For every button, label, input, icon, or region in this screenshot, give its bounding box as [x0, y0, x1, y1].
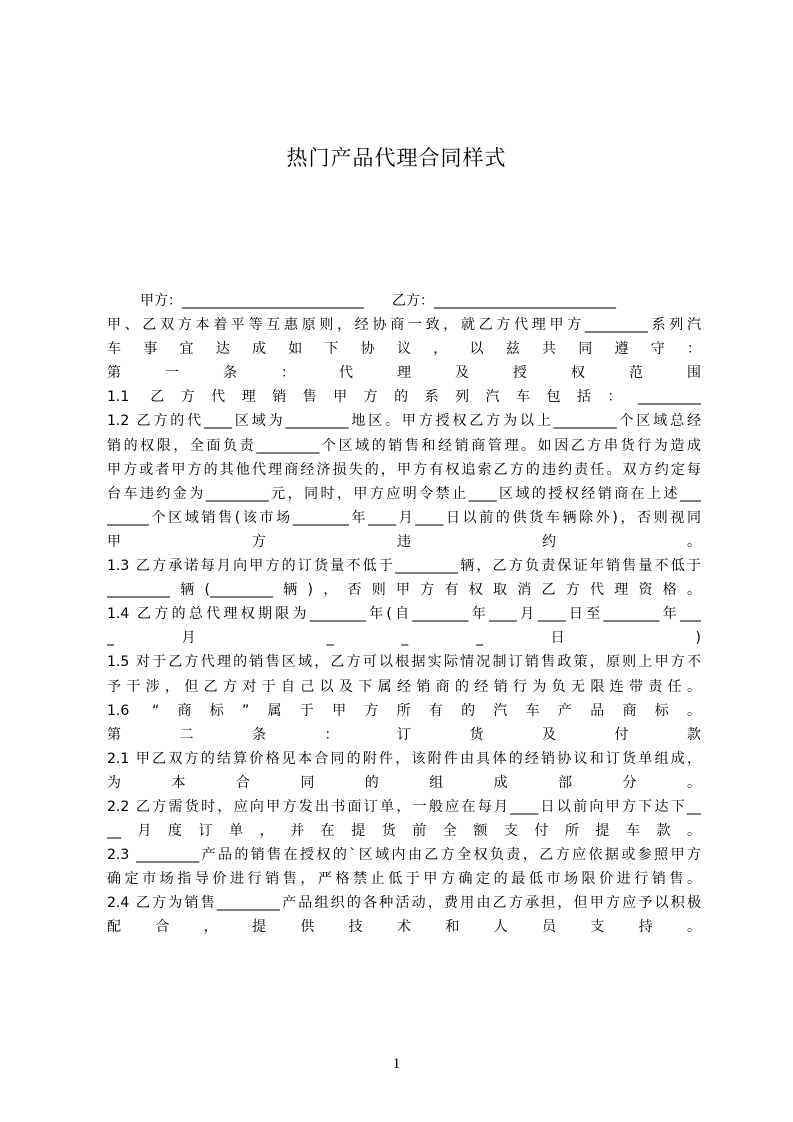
paragraph-line: _ 月 _ _ _ 日 ) [107, 630, 701, 647]
paragraph-line: 甲 方 违 约 。 [107, 533, 701, 550]
paragraph-line: 为 本 合 同 的 组 成 部 分 。 [107, 774, 701, 791]
paragraph-line: 1.3 乙方承诺每月向甲方的订货量不低于_________辆，乙方负责保证年销售量不低于 [107, 558, 701, 575]
paragraph-line: 确定市场指导价进行销售，严格禁止低于甲方确定的最低市场限价进行销售。 [107, 871, 701, 888]
paragraph-line: 1.4 乙方的总代理权期限为________年(自________年____月____日至________年___ [107, 606, 701, 623]
section-heading: 第 二 条 ： 订 货 及 付 款 [107, 726, 701, 743]
paragraph-line: 销的权限，全面负责_________个区域的销售和经销商管理。如因乙方串货行为造成 [107, 437, 701, 454]
paragraph-line: 甲方或者甲方的其他代理商经济损失的，甲方有权追索乙方的违约责任。双方约定每 [107, 461, 701, 478]
paragraph-line: 台车违约金为_________元，同时，甲方应明令禁止____区域的授权经销商在上述___ [107, 485, 701, 502]
paragraph-line: ______个区域销售(该市场________年____月____日以前的供货车辆除外)，否则视同 [107, 509, 701, 526]
paragraph-line: 1.5 对于乙方代理的销售区域，乙方可以根据实际情况制订销售政策，原则上甲方不 [107, 654, 701, 671]
paragraph-line: 2.1 甲乙双方的结算价格见本合同的附件，该附件由具体的经销协议和订货单组成， [107, 750, 701, 767]
party-line: 甲方：__________________________ 乙方：__________________________ [140, 293, 616, 309]
paragraph-line: _________辆(_________辆)，否则甲方有权取消乙方代理资格。 [107, 582, 701, 599]
document-body [107, 289, 701, 940]
paragraph-line: 予干涉，但乙方对于自己以及下属经销商的经销行为负无限连带责任。 [107, 678, 701, 695]
paragraph-line: 1.2 乙方的代____区域为_________地区。甲方授权乙方为以上_________个区域总经 [107, 413, 701, 430]
paragraph-line: __月度订单，并在提货前全额支付所提车款。 [107, 823, 701, 840]
paragraph-line: 1.1 乙方代理销售甲方的系列汽车包括：_________ [107, 389, 701, 406]
document-title: 热门产品代理合同样式 [286, 146, 507, 170]
page-number: 1 [392, 1056, 401, 1072]
paragraph-line: 1.6 “商标”属于甲方所有的汽车产品商标。 [107, 702, 701, 719]
paragraph-line: 2.2 乙方需货时，应向甲方发出书面订单，一般应在每月____日以前向甲方下达下__ [107, 798, 701, 815]
paragraph-line: 甲、乙双方本着平等互惠原则，经协商一致，就乙方代理甲方_________系列汽 [107, 317, 701, 334]
section-heading: 第 一 条 ： 代 理 及 授 权 范 围 [107, 365, 701, 382]
paragraph-line: 车 事 宜 达 成 如 下 协 议 ， 以 兹 共 同 遵 守 ： [107, 341, 701, 358]
paragraph-line: 2.4 乙方为销售_________产品组织的各种活动，费用由乙方承担，但甲方应予以积极 [107, 895, 701, 912]
paragraph-line: 配 合 ， 提 供 技 术 和 人 员 支 持 。 [107, 919, 701, 936]
paragraph-line: 2.3 _________产品的销售在授权的`区域内由乙方全权负责，乙方应依据或参照甲方 [107, 847, 701, 864]
